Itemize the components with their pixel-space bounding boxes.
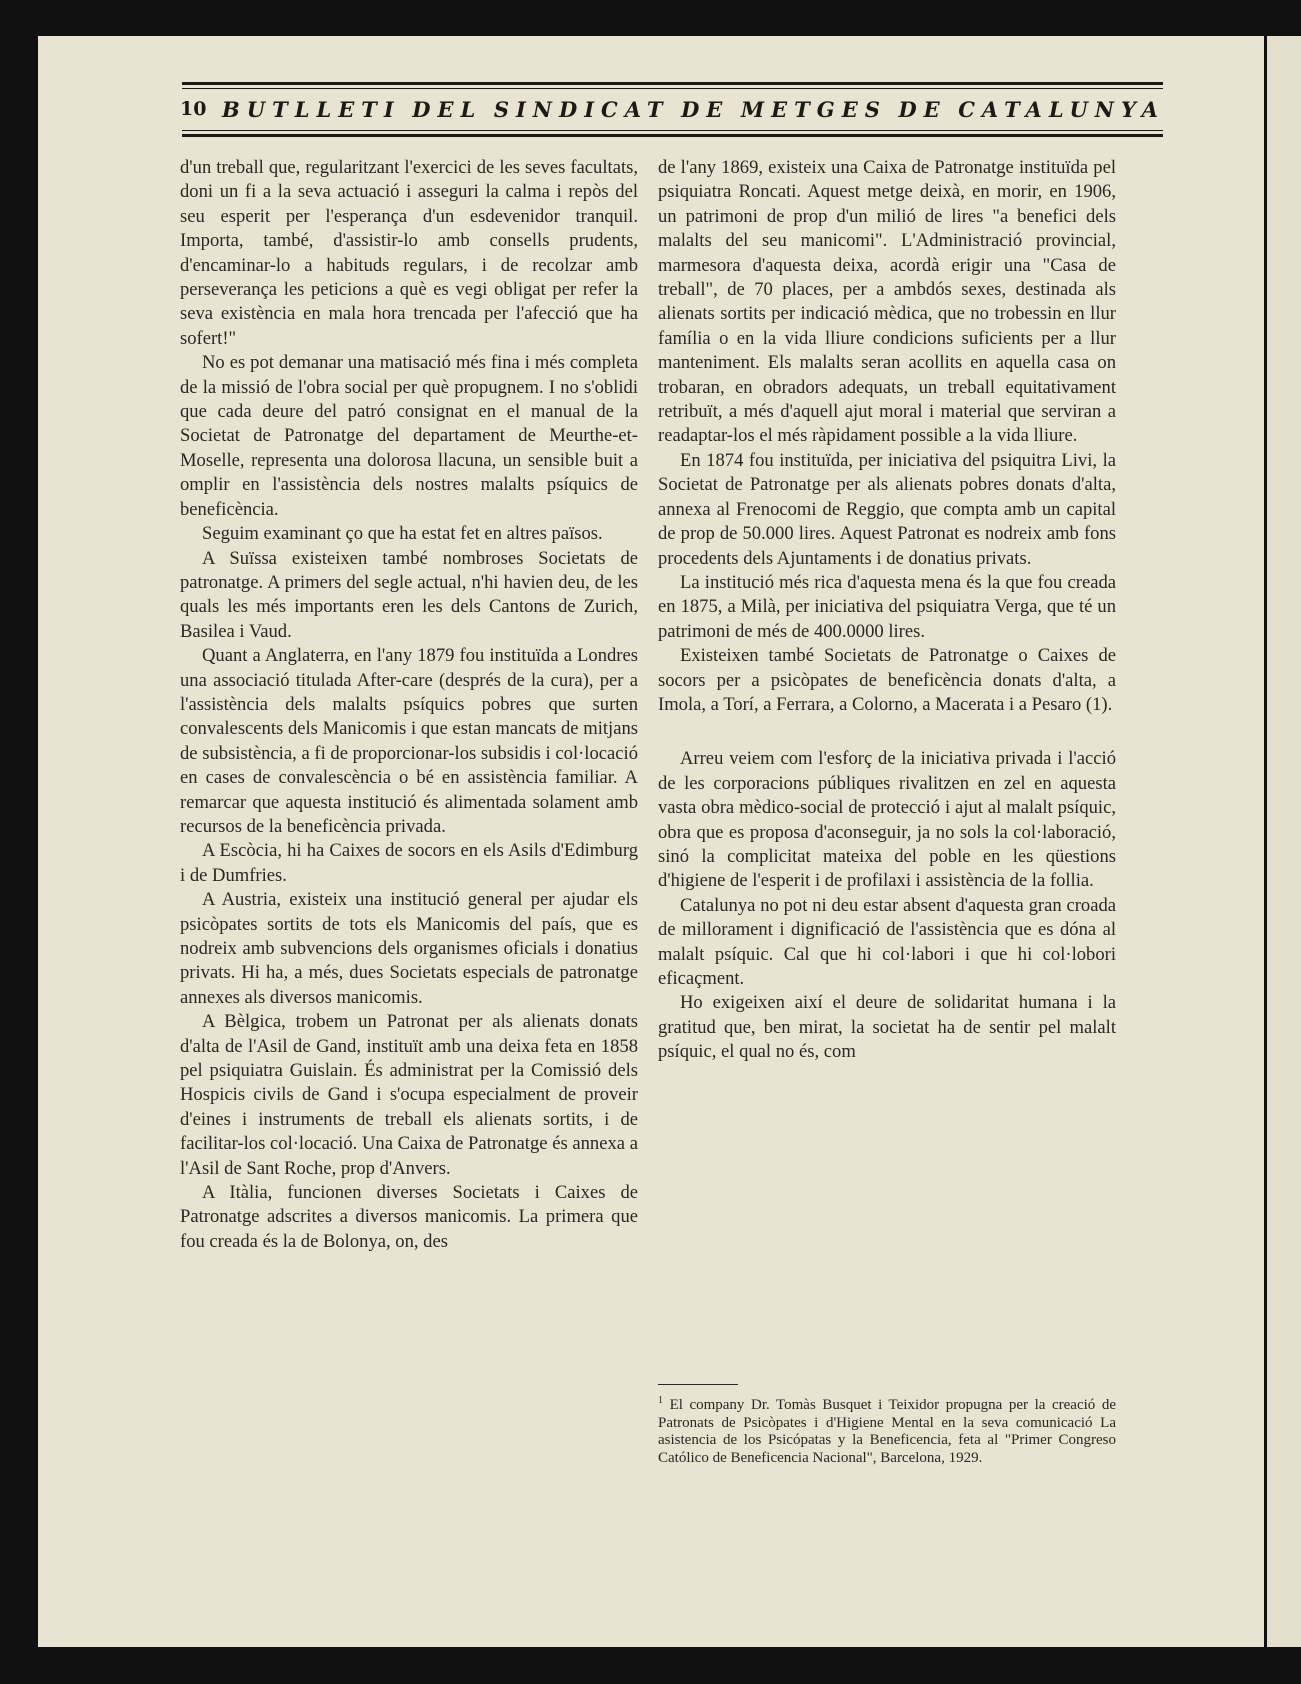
paragraph: Ho exigeixen així el deure de solidaritat humana i la gratitud que, ben mirat, la societat ha de sentir pel malalt psíquic, el qual no és, com [658,992,1116,1063]
paragraph: Existeixen també Societats de Patronatge o Caixes de socors per a psicòpates de beneficència donats d'alta, a Imola, a Torí, a Ferrara, a Colorno, a Macerata i a Pesaro (1). [658,645,1116,715]
paragraph: A Suïssa existeixen també nombroses Societats de patronatge. A primers del segle actual, n'hi havien deu, de les quals les més importants eren les dels Cantons de Zurich, Basilea i Vaud. [180,547,638,642]
paragraph: En 1874 fou instituïda, per iniciativa del psiquitra Livi, la Societat de Patronatge per als alienats pobres donats d'alta, annexa al Frenocomi de Reggio, que compta amb un capital de prop de 50.000 lires. Aquest Patronat es nodreix amb fons procedents dels Ajuntaments i de donatius privats. [658,449,1116,569]
header-word: CATALUNYA [958,96,1165,122]
paragraph: Arreu veiem com l'esforç de la iniciativa privada i l'acció de les corporacions públiques rivalitzen en zel en aquesta vasta obra mèdico-social de protecció i ajut al malalt psíquic, obra que es proposa d'aconseguir, ja no sols la col·laboració, sinó la complicitat mateixa del poble en les qüestions d'higiene de l'esperit i de profilaxi i assistència de la follia. [658,748,1116,892]
header-rule-bottom-thick [182,134,1163,137]
right-column [658,156,1116,1065]
paragraph: de l'any 1869, existeix una Caixa de Patronatge instituïda pel psiquiatra Roncati. Aquest metge deixà, en morir, en 1906, un patrimoni de prop d'un milió de lires "a benefici dels malalts del seu manicomi". L'Administració provincial, marmesora d'aquesta deixa, acordà erigir una "Casa de treball", de 70 places, per a ambdós sexes, destinada als alienats sortits per indicació mèdica, que no trobessin en llur família o en la vida lliure condicions suficients per a llur manteniment. Els malalts seran acollits en aquella casa on trobaran, en obradors adequats, un treball equitativament retribuït, a més d'aquell ajut moral i material que serviran a readaptar-los el més ràpidament possible a la vida lliure. [658,157,1116,447]
header-word: DE [681,96,730,122]
left-column [180,156,638,1254]
paragraph: A Bèlgica, trobem un Patronat per als alienats donats d'alta de l'Asil de Gand, instituït amb una deixa feta en 1858 pel psiquiatra Guislain. És administrat per la Comissió dels Hospicis civils de Gand i s'ocupa especialment de proveir d'eines i instruments de treball els alienats sortits, i de facilitar-los col·locació. Una Caixa de Patronatge és annexa a l'Asil de Sant Roche, prop d'Anvers. [180,1011,638,1179]
footnote [658,1392,1116,1467]
header-word: DEL [412,96,483,122]
paragraph: A Escòcia, hi ha Caixes de socors en els Asils d'Edimburg i de Dumfries. [180,840,638,886]
header-rule-bottom-thin [182,130,1163,131]
footnote-marker: 1 [658,1395,663,1406]
paragraph: Quant a Anglaterra, en l'any 1879 fou instituïda a Londres una associació titulada After-care (després de la cura), per a l'assistència dels malalts psíquics pobres que surten convalescents dels Manicomis i que estan mancats de mitjans de subsistència, a fi de proporcionar-los subsidis i col·locació en cases de convalescència o bé en assistència familiar. A remarcar que aquesta institució és alimentada solament amb recursos de la beneficència privada. [180,645,638,837]
paragraph: La institució més rica d'aquesta mena és la que fou creada en 1875, a Milà, per iniciativa del psiquiatra Verga, que té un patrimoni de més de 400.0000 lires. [658,571,1116,642]
header-word: METGES [740,96,887,122]
footnote-divider [658,1384,738,1385]
footnote-text: El company Dr. Tomàs Busquet i Teixidor propugna per la creació de Patronats de Psicòpates i d'Higiene Mental en la seva comunicació La asistencia de los Psicópatas y la Beneficencia, feta al "Primer Congreso Católico de Beneficencia Nacional", Barcelona, 1929. [658,1397,1116,1466]
header-rule-top-thick [182,82,1163,85]
header-word: SINDICAT [493,96,670,122]
paragraph: A Itàlia, funcionen diverses Societats i Caixes de Patronatge adscrites a diversos manicomis. La primera que fou creada és la de Bolonya, on, des [180,1182,638,1252]
paragraph: Catalunya no pot ni deu estar absent d'aquesta gran croada de millorament i dignificació de l'assistència que es dóna al malalt psíquic. Cal que hi col·labori i que hi col·lobori eficaçment. [658,894,1116,989]
running-header [180,92,1165,126]
paragraph: No es pot demanar una matisació més fina i més completa de la missió de l'obra social per què propugnem. I no s'oblidi que cada deure del patró consignat en el manual de la Societat de Patronatge del departament de Meurthe-et-Moselle, representa una dolorosa llacuna, un sensible buit a omplir en l'assistència dels nostres malalts psíquics de beneficència. [180,352,638,520]
header-rule-top-thin [182,88,1163,89]
paragraph: Seguim examinant ço que ha estat fet en altres països. [202,523,603,545]
header-word: DE [898,96,947,122]
adjacent-page-edge [1267,36,1301,1647]
header-word: BUTLLETI [222,96,401,122]
paragraph: d'un treball que, regularitzant l'exercici de les seves facultats, doni un fi a la seva actuació i asseguri la calma i repòs del seu esperit per l'esperança d'un esdevenidor tranquil. Importa, també, d'assistir-lo amb consells prudents, d'encaminar-lo a habituds regulars, i de recolzar amb perseverança les peticions a què es vegi obligat per refer la seva existència en mala hora trencada per l'afecció que ha sofert!" [180,157,638,349]
page-number: 10 [180,98,207,120]
paragraph: A Austria, existeix una institució general per ajudar els psicòpates sortits de tots els Manicomis del país, que es nodreix amb subvencions dels organismes oficials i donatius privats. Hi ha, a més, dues Societats especials de patronatge annexes als diversos manicomis. [180,889,638,1008]
